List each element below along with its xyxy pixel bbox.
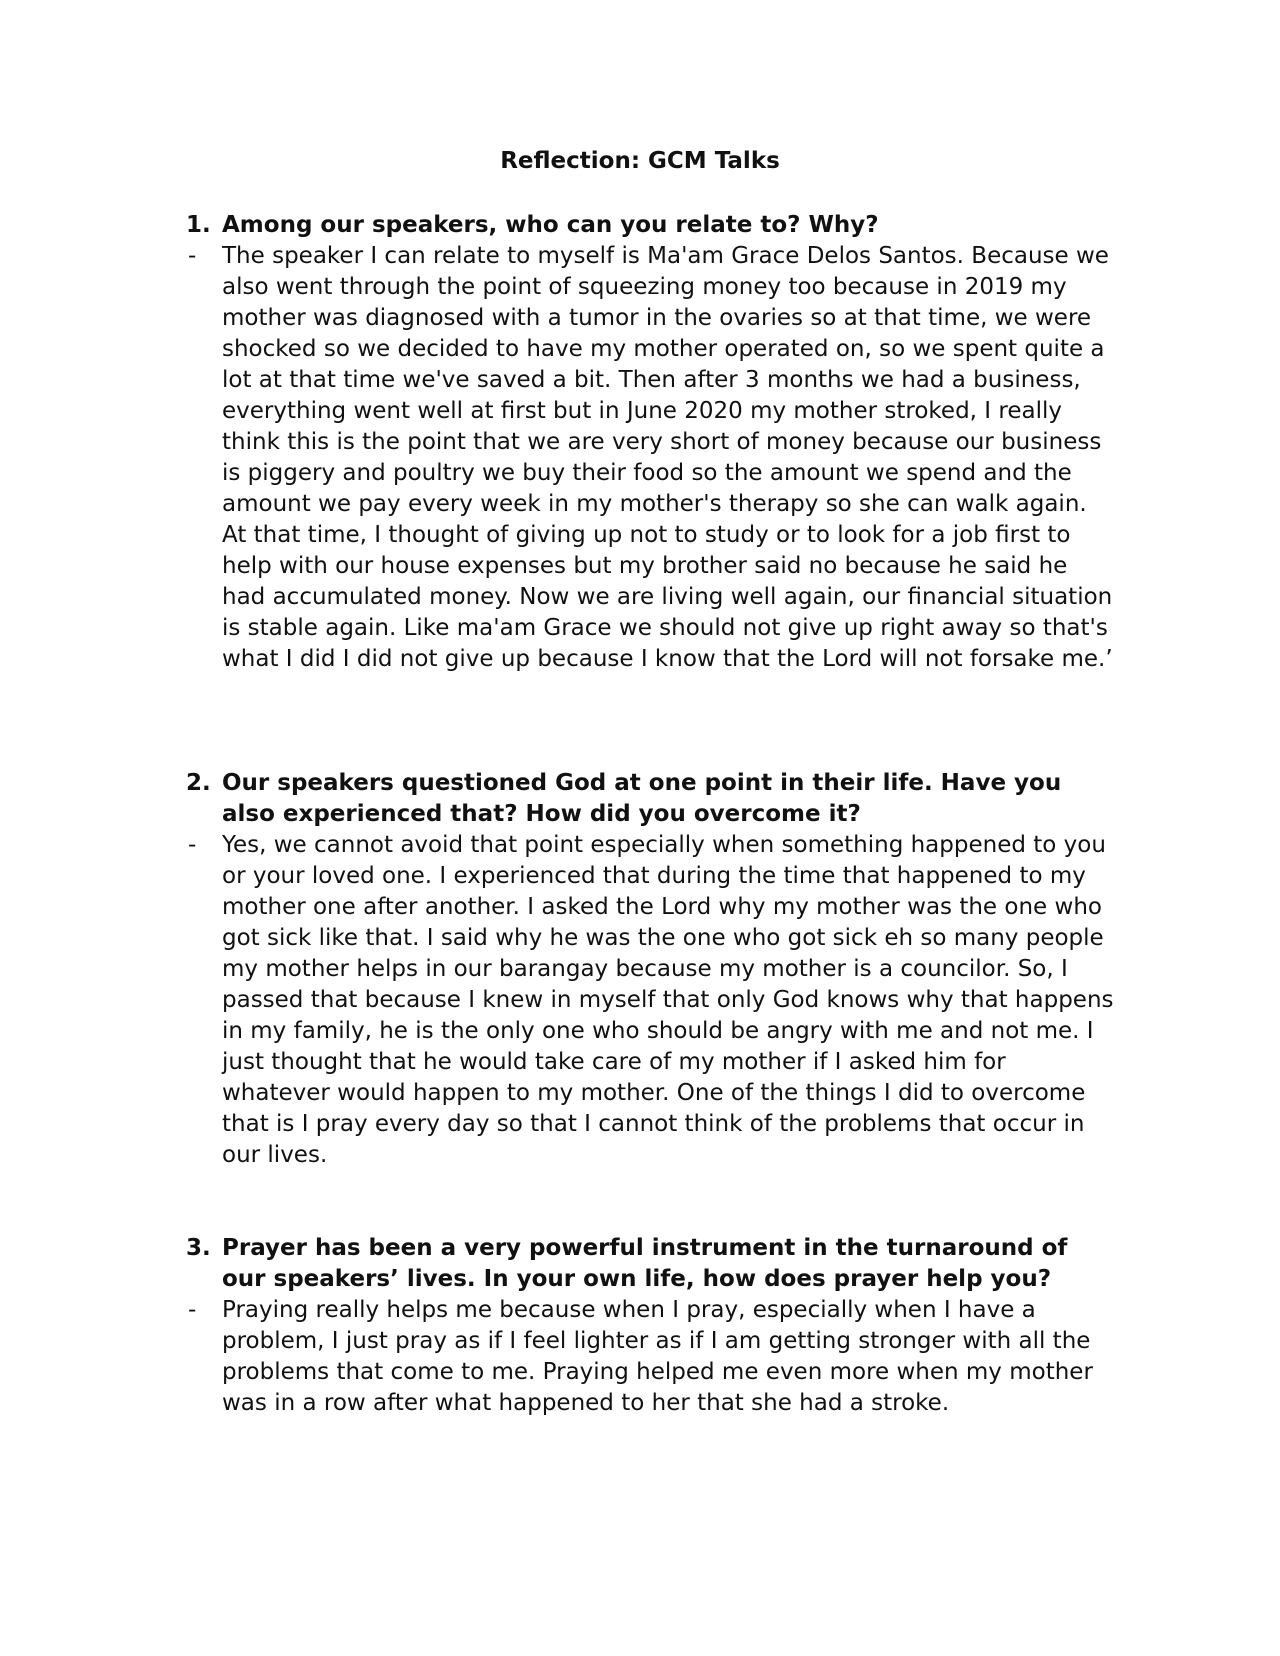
bullet-dash: - [188,832,197,858]
question-number: 3. [186,1235,211,1261]
answer-3 [186,1295,1116,1419]
question-2 [186,768,1116,830]
answer-text: Praying really helps me because when I pray, especially when I have a problem, I just pray as if I feel lighter as if I am getting stronger with all the problems that come to me. Praying helped me even more when my mother was in a row after what happened to her that she had a stroke. [222,1297,1093,1416]
question-1 [186,210,1116,241]
reflection-section-1 [186,210,1116,675]
bullet-dash: - [188,1297,197,1323]
reflection-section-3 [186,1233,1116,1419]
question-text: Among our speakers, who can you relate to? Why? [222,212,879,238]
question-text: Prayer has been a very powerful instrument in the turnaround of our speakers’ lives. In your own life, how does prayer help you? [222,1235,1068,1292]
answer-2 [186,830,1116,1171]
reflection-section-2 [186,768,1116,1171]
answer-text: Yes, we cannot avoid that point especially when something happened to you or your loved one. I experienced that during the time that happened to my mother one after another. I asked the Lord why my mother was the one who got sick like that. I said why he was the one who got sick eh so many people my mother helps in our barangay because my mother is a councilor. So, I passed that because I knew in myself that only God knows why that happens in my family, he is the only one who should be angry with me and not me. I just thought that he would take care of my mother if I asked him for whatever would happen to my mother. One of the things I did to overcome that is I pray every day so that I cannot think of the problems that occur in our lives. [222,832,1114,1168]
question-number: 2. [186,770,211,796]
bullet-dash: - [188,243,197,269]
question-text: Our speakers questioned God at one point in their life. Have you also experienced that? How did you overcome it? [222,770,1062,827]
answer-1 [186,241,1116,675]
answer-text: The speaker I can relate to myself is Ma'am Grace Delos Santos. Because we also went through the point of squeezing money too because in 2019 my mother was diagnosed with a tumor in the ovaries so at that time, we were shocked so we decided to have my mother operated on, so we spent quite a lot at that time we've saved a bit. Then after 3 months we had a business, everything went well at first but in June 2020 my mother stroked, I really think this is the point that we are very short of money because our business is piggery and poultry we buy their food so the amount we spend and the amount we pay every week in my mother's therapy so she can walk again. At that time, I thought of giving up not to study or to look for a job first to help with our house expenses but my brother said no because he said he had accumulated money. Now we are living well again, our financial situation is stable again. Like ma'am Grace we should not give up right away so that's what I did I did not give up because I know that the Lord will not forsake me.’ [222,243,1113,672]
document-title: Reflection: GCM Talks [500,148,780,174]
question-number: 1. [186,212,211,238]
question-3 [186,1233,1116,1295]
